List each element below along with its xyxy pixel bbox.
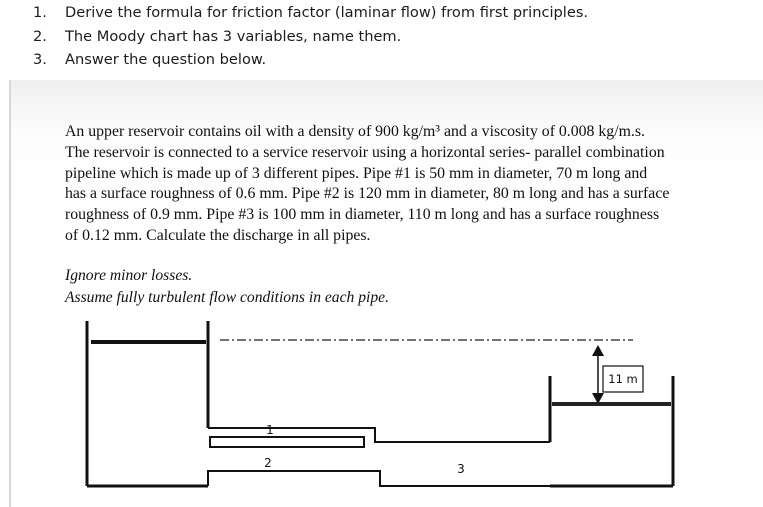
problem-line: An upper reservoir contains oil with a density of 900 kg/m³ and a viscosity of 0.008 kg/m.s.: [65, 123, 645, 140]
pipe-1-label: 1: [266, 423, 274, 437]
upper-reservoir: [87, 321, 208, 486]
problem-line: has a surface roughness of 0.6 mm. Pipe #2 is 120 mm in diameter, 80 m long and has a surface: [65, 185, 670, 203]
pipe-system-diagram: [0, 300, 763, 507]
question-text: Derive the formula for friction factor (laminar flow) from first principles.: [65, 4, 589, 21]
height-label: 11 m: [608, 372, 638, 386]
problem-line: roughness of 0.9 mm. Pipe #3 is 100 mm in diameter, 110 m long and has a surface roughness: [65, 206, 660, 224]
problem-line: of 0.12 mm. Calculate the discharge in all pipes.: [65, 226, 371, 244]
pipe-2-label: 2: [264, 456, 272, 470]
question-text: Answer the question below.: [65, 51, 267, 68]
pipe-network: [208, 428, 553, 486]
question-text: The Moody chart has 3 variables, name them.: [65, 28, 402, 45]
question-number: 2.: [33, 28, 47, 45]
problem-line: The reservoir is connected to a service reservoir using a horizontal series- parallel combination: [65, 143, 665, 161]
question-number: 1.: [33, 4, 47, 21]
note-minor-losses: Ignore minor losses.: [65, 267, 193, 284]
problem-statement: [65, 122, 745, 247]
problem-line: pipeline which is made up of 3 different pipes. Pipe #1 is 50 mm in diameter, 70 m long and: [65, 164, 648, 182]
note-turbulent-flow: Assume fully turbulent flow conditions in each pipe.: [65, 288, 389, 306]
pipe-3-label: 3: [457, 462, 465, 476]
pipe-1: [210, 437, 364, 447]
question-number: 3.: [33, 51, 47, 68]
pipe-2-and-3: [208, 471, 553, 486]
